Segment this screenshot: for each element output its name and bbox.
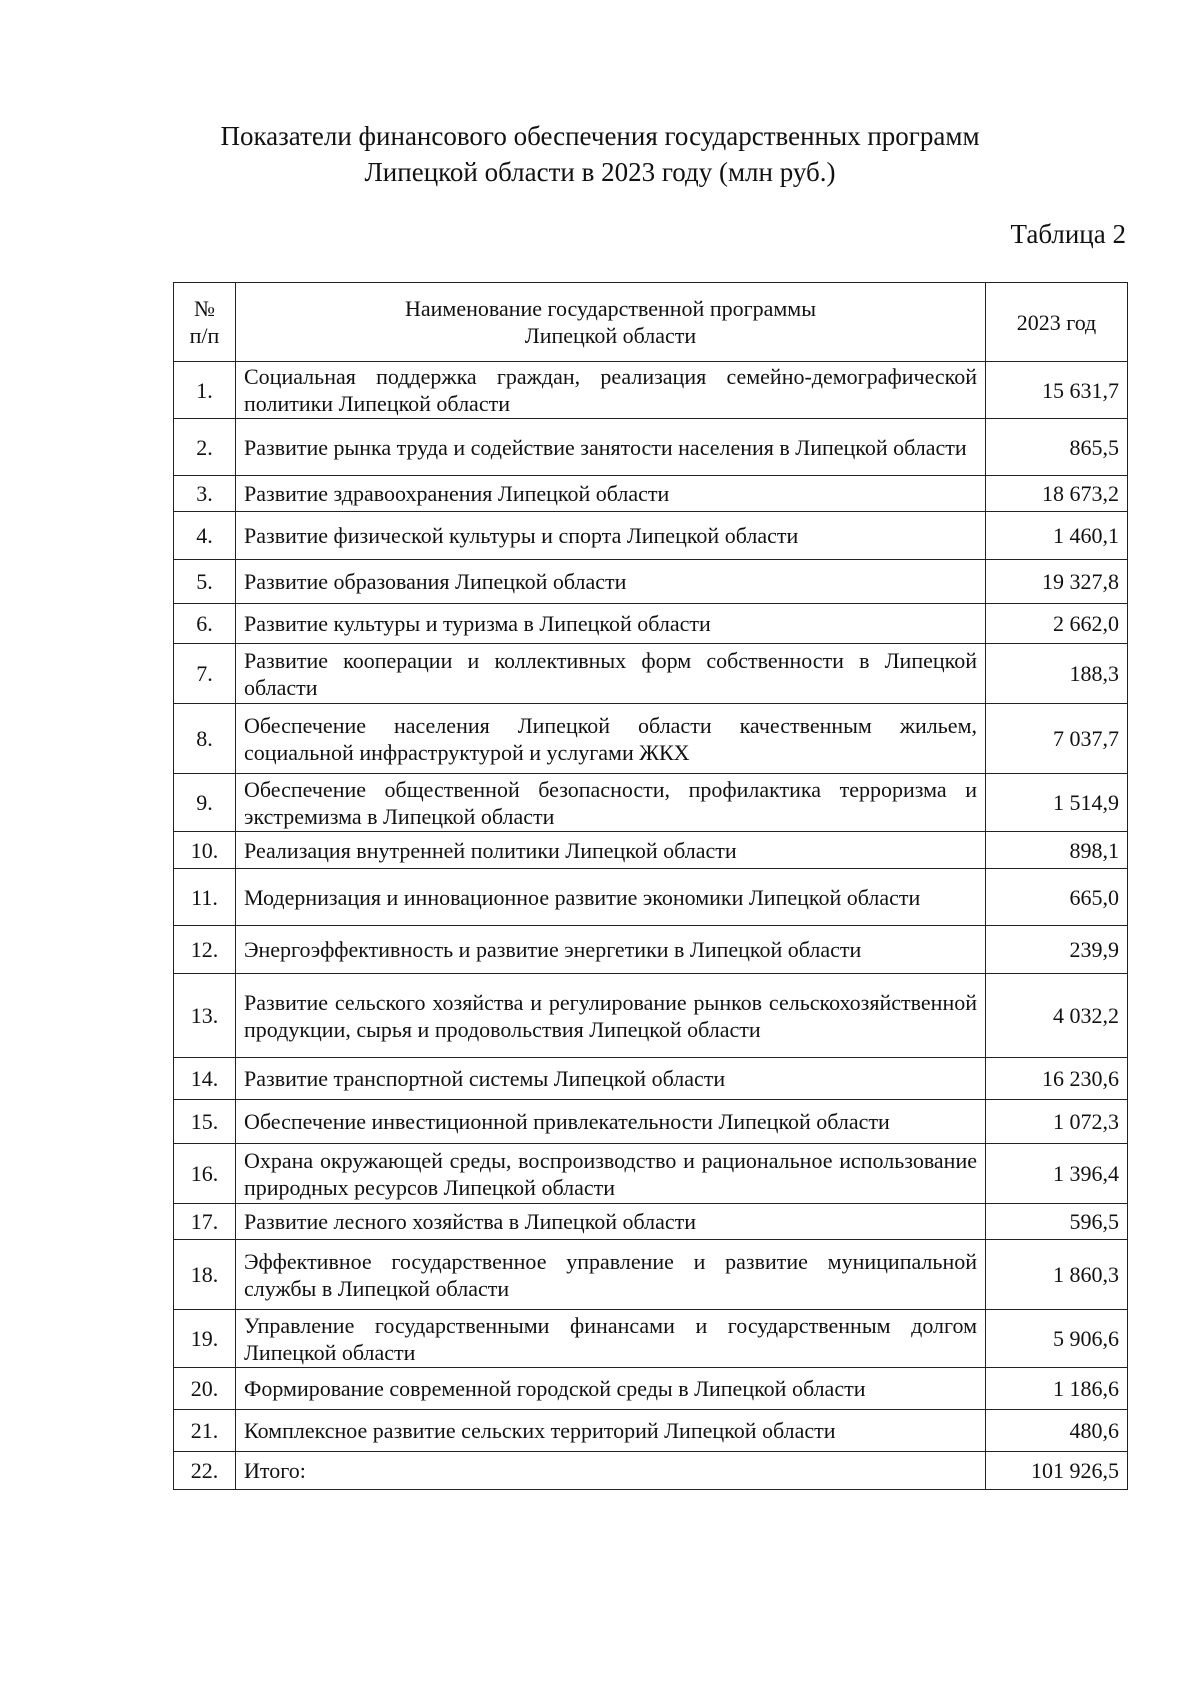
header-number-line-2: п/п bbox=[189, 323, 220, 348]
row-number: 20. bbox=[174, 1368, 236, 1410]
program-name: Обеспечение населения Липецкой области качественным жильем, социальной инфраструктурой и услугами ЖКХ bbox=[236, 704, 986, 774]
table-row bbox=[174, 869, 1128, 926]
row-number: 2. bbox=[174, 419, 236, 476]
row-number: 17. bbox=[174, 1204, 236, 1240]
table-row bbox=[174, 604, 1128, 644]
program-name: Эффективное государственное управление и развитие муниципальной службы в Липецкой области bbox=[236, 1240, 986, 1310]
program-name: Развитие транспортной системы Липецкой области bbox=[236, 1058, 986, 1100]
row-number: 3. bbox=[174, 476, 236, 512]
program-amount: 1 860,3 bbox=[986, 1240, 1128, 1310]
program-name: Развитие физической культуры и спорта Липецкой области bbox=[236, 512, 986, 560]
program-amount: 7 037,7 bbox=[986, 704, 1128, 774]
header-program-name bbox=[236, 283, 986, 362]
program-name: Реализация внутренней политики Липецкой области bbox=[236, 832, 986, 869]
table-row bbox=[174, 1204, 1128, 1240]
table-row bbox=[174, 644, 1128, 704]
table-row bbox=[174, 476, 1128, 512]
document-title bbox=[0, 118, 1200, 190]
program-amount: 665,0 bbox=[986, 869, 1128, 926]
table-row bbox=[174, 362, 1128, 419]
header-year: 2023 год bbox=[986, 283, 1128, 362]
row-number: 15. bbox=[174, 1100, 236, 1144]
table-row bbox=[174, 704, 1128, 774]
row-number: 7. bbox=[174, 644, 236, 704]
program-amount: 2 662,0 bbox=[986, 604, 1128, 644]
row-number: 12. bbox=[174, 926, 236, 974]
program-amount: 865,5 bbox=[986, 419, 1128, 476]
row-number: 16. bbox=[174, 1144, 236, 1204]
total-amount: 101 926,5 bbox=[986, 1452, 1128, 1490]
programs-funding-table bbox=[173, 282, 1128, 1490]
table-row bbox=[174, 974, 1128, 1058]
program-amount: 1 396,4 bbox=[986, 1144, 1128, 1204]
row-number: 10. bbox=[174, 832, 236, 869]
table-row bbox=[174, 1100, 1128, 1144]
header-program-name-line-1: Наименование государственной программы bbox=[404, 296, 817, 321]
program-amount: 16 230,6 bbox=[986, 1058, 1128, 1100]
program-amount: 1 186,6 bbox=[986, 1368, 1128, 1410]
program-amount: 188,3 bbox=[986, 644, 1128, 704]
table-row bbox=[174, 419, 1128, 476]
program-name: Развитие здравоохранения Липецкой области bbox=[236, 476, 986, 512]
table-row bbox=[174, 1058, 1128, 1100]
table-row-total bbox=[174, 1452, 1128, 1490]
table-header-row bbox=[174, 283, 1128, 362]
header-program-name-line-2: Липецкой области bbox=[524, 323, 697, 348]
table-row bbox=[174, 926, 1128, 974]
row-number: 4. bbox=[174, 512, 236, 560]
program-amount: 1 072,3 bbox=[986, 1100, 1128, 1144]
row-number: 13. bbox=[174, 974, 236, 1058]
program-amount: 596,5 bbox=[986, 1204, 1128, 1240]
total-label: Итого: bbox=[236, 1452, 986, 1490]
row-number: 14. bbox=[174, 1058, 236, 1100]
row-number: 9. bbox=[174, 774, 236, 832]
program-name: Охрана окружающей среды, воспроизводство и рациональное использование природных ресурсов Липецкой области bbox=[236, 1144, 986, 1204]
row-number: 8. bbox=[174, 704, 236, 774]
program-name: Энергоэффективность и развитие энергетики в Липецкой области bbox=[236, 926, 986, 974]
document-title-line-1: Показатели финансового обеспечения государственных программ bbox=[220, 121, 980, 151]
row-number: 6. bbox=[174, 604, 236, 644]
program-name: Обеспечение инвестиционной привлекательности Липецкой области bbox=[236, 1100, 986, 1144]
program-name: Развитие рынка труда и содействие занятости населения в Липецкой области bbox=[236, 419, 986, 476]
program-name: Развитие культуры и туризма в Липецкой области bbox=[236, 604, 986, 644]
table-row bbox=[174, 1310, 1128, 1368]
row-number: 22. bbox=[174, 1452, 236, 1490]
header-number bbox=[174, 283, 236, 362]
row-number: 19. bbox=[174, 1310, 236, 1368]
program-amount: 239,9 bbox=[986, 926, 1128, 974]
table-row bbox=[174, 560, 1128, 604]
program-name: Управление государственными финансами и государственным долгом Липецкой области bbox=[236, 1310, 986, 1368]
program-amount: 1 460,1 bbox=[986, 512, 1128, 560]
program-name: Комплексное развитие сельских территорий Липецкой области bbox=[236, 1410, 986, 1452]
program-amount: 480,6 bbox=[986, 1410, 1128, 1452]
program-name: Развитие лесного хозяйства в Липецкой области bbox=[236, 1204, 986, 1240]
program-amount: 15 631,7 bbox=[986, 362, 1128, 419]
table-row bbox=[174, 774, 1128, 832]
header-number-line-1: № bbox=[194, 296, 215, 321]
program-name: Развитие сельского хозяйства и регулирование рынков сельскохозяйственной продукции, сырья и продовольствия Липецкой области bbox=[236, 974, 986, 1058]
table-row bbox=[174, 512, 1128, 560]
table-row bbox=[174, 1144, 1128, 1204]
row-number: 21. bbox=[174, 1410, 236, 1452]
program-amount: 5 906,6 bbox=[986, 1310, 1128, 1368]
program-amount: 4 032,2 bbox=[986, 974, 1128, 1058]
program-name: Социальная поддержка граждан, реализация семейно-демографической политики Липецкой области bbox=[236, 362, 986, 419]
table-row bbox=[174, 832, 1128, 869]
program-name: Развитие кооперации и коллективных форм собственности в Липецкой области bbox=[236, 644, 986, 704]
table-row bbox=[174, 1240, 1128, 1310]
table-row bbox=[174, 1368, 1128, 1410]
program-amount: 18 673,2 bbox=[986, 476, 1128, 512]
row-number: 11. bbox=[174, 869, 236, 926]
program-name: Обеспечение общественной безопасности, профилактика терроризма и экстремизма в Липецкой области bbox=[236, 774, 986, 832]
program-amount: 19 327,8 bbox=[986, 560, 1128, 604]
row-number: 1. bbox=[174, 362, 236, 419]
program-name: Модернизация и инновационное развитие экономики Липецкой области bbox=[236, 869, 986, 926]
program-name: Формирование современной городской среды в Липецкой области bbox=[236, 1368, 986, 1410]
program-amount: 898,1 bbox=[986, 832, 1128, 869]
document-title-line-2: Липецкой области в 2023 году (млн руб.) bbox=[364, 157, 836, 187]
table-row bbox=[174, 1410, 1128, 1452]
row-number: 5. bbox=[174, 560, 236, 604]
program-amount: 1 514,9 bbox=[986, 774, 1128, 832]
row-number: 18. bbox=[174, 1240, 236, 1310]
table-caption: Таблица 2 bbox=[1010, 219, 1126, 249]
program-name: Развитие образования Липецкой области bbox=[236, 560, 986, 604]
